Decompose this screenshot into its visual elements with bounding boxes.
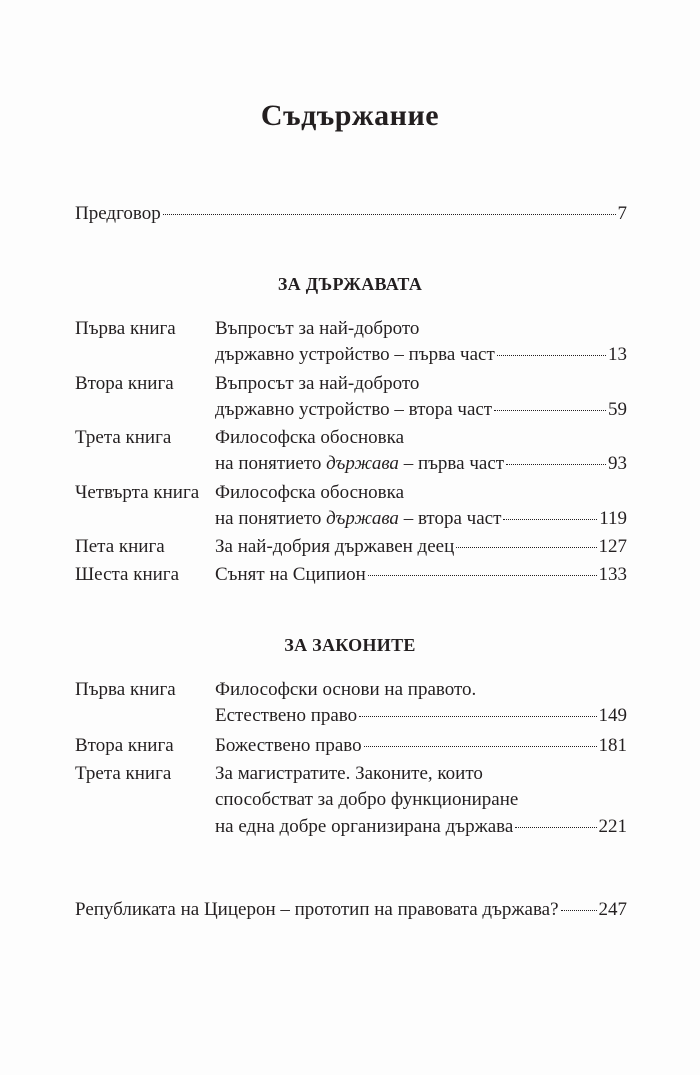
toc-entry-title-line2: държавно устройство – първа част	[215, 344, 495, 365]
book-label: Трета книга	[75, 763, 172, 784]
toc-page-number: 133	[598, 564, 627, 585]
title-emphasis: държава	[326, 508, 399, 529]
toc-entry-title-line2: държавно устройство – втора част	[215, 399, 493, 420]
toc-entry-title: За най-добрия държавен деец	[215, 536, 455, 557]
dot-leader	[503, 519, 597, 520]
toc-page-number: 93	[608, 453, 627, 474]
toc-entry	[215, 507, 627, 531]
toc-entry-title: Сънят на Сципион	[215, 564, 366, 585]
toc-page-number: 247	[598, 899, 627, 920]
dot-leader	[494, 410, 606, 411]
title-text: – втора част	[398, 508, 502, 529]
toc-entry-label: Предговор	[75, 203, 161, 224]
toc-entry-label: Републиката на Цицерон – прототип на правовата държава?	[75, 899, 559, 920]
toc-page-number: 221	[598, 816, 627, 837]
book-label: Четвърта книга	[75, 482, 200, 503]
toc-page-number: 59	[608, 399, 627, 420]
toc-entry-title-line1: Въпросът за най-доброто	[215, 318, 420, 339]
toc-page-number: 7	[617, 203, 627, 224]
toc-entry	[215, 704, 627, 728]
dot-leader	[506, 464, 606, 465]
dot-leader	[368, 575, 597, 576]
toc-entry-epilogue	[75, 898, 627, 922]
toc-entry-title-line1: Философска обосновка	[215, 427, 405, 448]
book-label: Втора книга	[75, 735, 174, 756]
toc-page-number: 181	[598, 735, 627, 756]
toc-entry-title-line2	[215, 452, 504, 476]
toc-entry-title-line1: Въпросът за най-доброто	[215, 373, 420, 394]
dot-leader	[497, 355, 606, 356]
section-heading-laws: ЗА ЗАКОНИТЕ	[284, 635, 416, 655]
title-emphasis: държава	[326, 453, 399, 474]
toc-entry	[215, 815, 627, 839]
toc-entry-title: Божествено право	[215, 735, 362, 756]
book-label: Първа книга	[75, 679, 176, 700]
dot-leader	[364, 746, 597, 747]
book-label: Първа книга	[75, 318, 176, 339]
dot-leader	[359, 716, 596, 717]
toc-entry	[215, 535, 627, 559]
dot-leader	[561, 910, 597, 911]
title-text: на понятието	[215, 453, 327, 474]
toc-entry	[215, 563, 627, 587]
toc-entry	[215, 734, 627, 758]
toc-entry-title-line2: Естествено право	[215, 705, 358, 726]
toc-entry-preface	[75, 202, 627, 226]
toc-page-number: 127	[598, 536, 627, 557]
toc-entry	[215, 398, 627, 422]
dot-leader	[163, 214, 616, 215]
book-label: Трета книга	[75, 427, 172, 448]
toc-entry-title-line1: Философски основи на правото.	[215, 679, 477, 700]
page-title: Съдържание	[260, 99, 440, 132]
toc-entry-title-line3: на една добре организирана държава	[215, 816, 514, 837]
toc-entry	[215, 452, 627, 476]
toc-entry-title-line1: За магистратите. Законите, които	[215, 763, 483, 784]
toc-page-number: 13	[608, 344, 627, 365]
toc-entry-title-line2: способстват за добро функциониране	[215, 789, 519, 810]
dot-leader	[456, 547, 596, 548]
book-label: Шеста книга	[75, 564, 180, 585]
toc-page-number: 119	[599, 508, 627, 529]
toc-entry-title-line1: Философска обосновка	[215, 482, 405, 503]
toc-entry-title-line2	[215, 507, 501, 531]
toc-page-number: 149	[598, 705, 627, 726]
dot-leader	[515, 827, 596, 828]
book-label: Пета книга	[75, 536, 165, 557]
title-text: на понятието	[215, 508, 327, 529]
title-text: – първа част	[398, 453, 505, 474]
section-heading-state: ЗА ДЪРЖАВАТА	[277, 274, 423, 294]
toc-entry	[215, 343, 627, 367]
book-label: Втора книга	[75, 373, 174, 394]
